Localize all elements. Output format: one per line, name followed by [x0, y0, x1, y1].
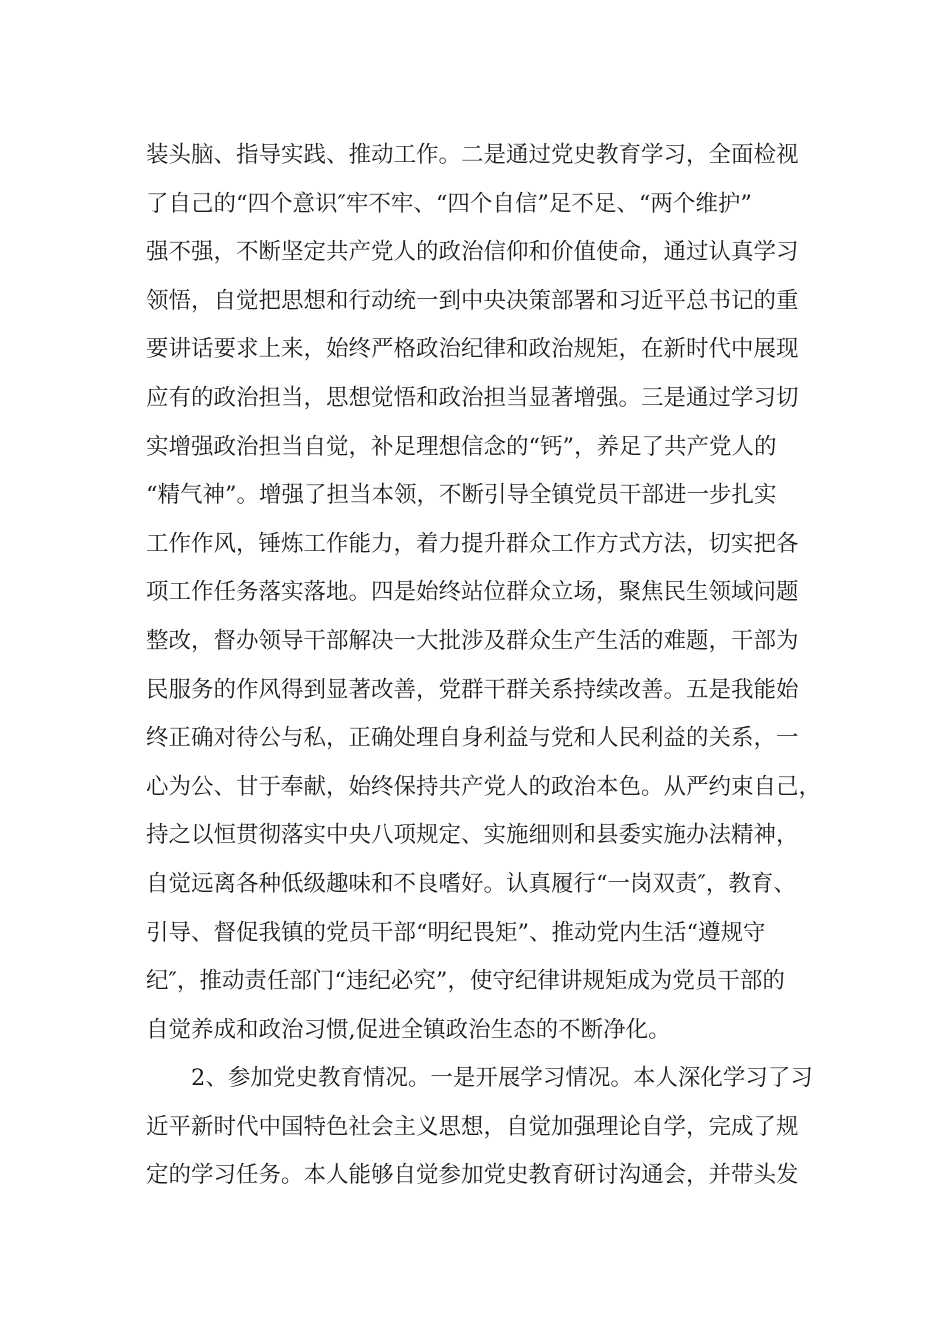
text-line: 了自己的“四个意识″牢不牢、“四个自信”足不足、“两个维护”	[146, 190, 752, 217]
text-line: 整改，督办领导干部解决一大批涉及群众生产生活的难题，干部为	[146, 627, 799, 654]
text-line: 实增强政治担当自觉，补足理想信念的“钙”，养足了共产党人的	[146, 433, 777, 460]
text-line: 领悟，自觉把思想和行动统一到中央决策部署和习近平总书记的重	[146, 287, 799, 314]
body-text	[146, 131, 826, 1200]
text-line: 强不强，不断坚定共产党人的政治信仰和价值使命，通过认真学习	[146, 239, 799, 266]
text-line: “精气神”。增强了担当本领，不断引导全镇党员干部进一步扎实	[146, 482, 777, 509]
text-line: 装头脑、指导实践、推动工作。二是通过党史教育学习，全面检视	[146, 142, 799, 168]
text-line: 终正确对待公与私，正确处理自身利益与党和人民利益的关系，一	[146, 725, 799, 752]
text-line: 持之以恒贯彻落实中央八项规定、实施细则和县委实施办法精神，	[146, 822, 799, 849]
text-line: 纪″，推动责任部门“违纪必究”，使守纪律讲规矩成为党员干部的	[146, 968, 785, 995]
text-line: 项工作任务落实落地。四是始终站位群众立场，聚焦民生领域问题	[146, 579, 799, 606]
text-line: 自觉养成和政治习惯,促进全镇政治生态的不断净化。	[146, 1016, 671, 1043]
text-line: 定的学习任务。本人能够自觉参加党史教育研讨沟通会，并带头发	[146, 1162, 799, 1189]
text-line: 心为公、甘于奉献，始终保持共产党人的政治本色。从严约束自己，	[146, 773, 822, 800]
text-line: 要讲话要求上来，始终严格政治纪律和政治规矩，在新时代中展现	[146, 336, 799, 363]
paragraph-start-line: 2、参加党史教育情况。一是开展学习情况。本人深化学习了习	[191, 1065, 813, 1092]
text-line: 民服务的作风得到显著改善，党群干群关系持续改善。五是我能始	[146, 676, 799, 703]
text-line: 近平新时代中国特色社会主义思想，自觉加强理论自学，完成了规	[146, 1113, 799, 1140]
text-line: 自觉远离各种低级趣味和不良嗜好。认真履行“一岗双责″，教育、	[146, 870, 796, 897]
text-line: 工作作风，锤炼工作能力，着力提升群众工作方式方法，切实把各	[146, 530, 799, 557]
text-line: 引导、督促我镇的党员干部“明纪畏矩”、推动党内生活“遵规守	[146, 919, 766, 946]
text-line: 应有的政治担当，思想觉悟和政治担当显著增强。三是通过学习切	[146, 384, 799, 411]
